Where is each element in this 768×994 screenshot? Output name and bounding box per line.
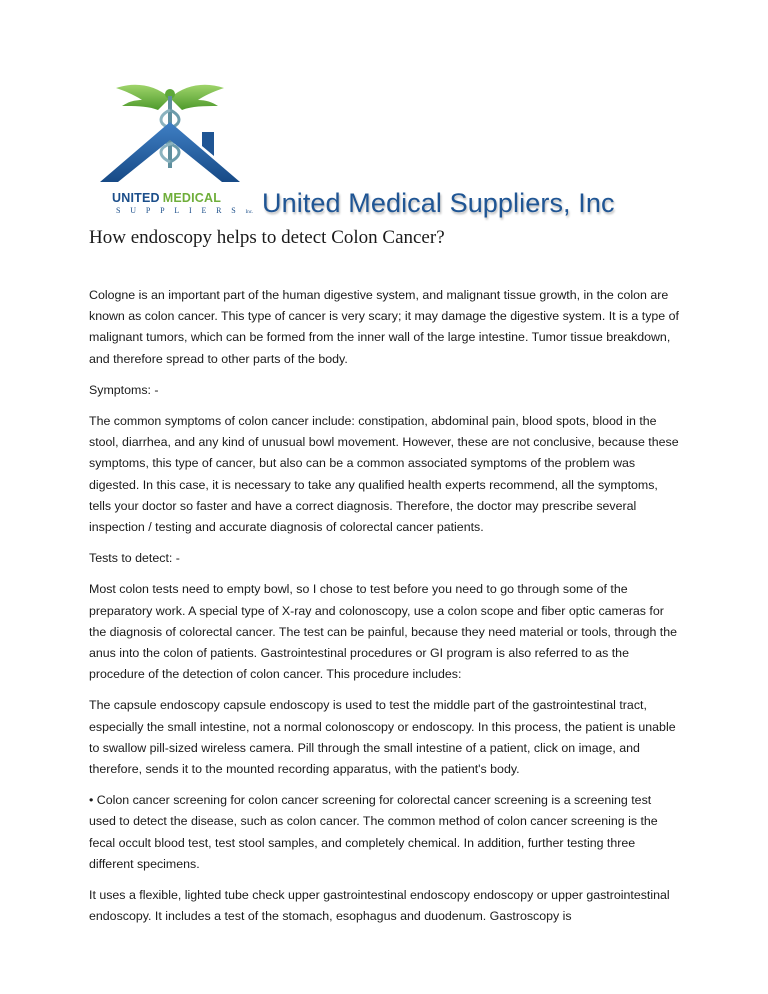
paragraph-upper-gi: It uses a flexible, lighted tube check upper gastrointestinal endoscopy endoscopy or upper gastrointestinal endoscopy. It includes a test of the stomach, esophagus and duodenum. Gastroscopy is	[89, 888, 670, 924]
company-name: United Medical Suppliers, Inc	[262, 188, 615, 218]
document-body	[89, 285, 679, 937]
paragraph-capsule-endoscopy: The capsule endoscopy capsule endoscopy is used to test the middle part of the gastrointestinal tract, especially the small intestine, not a normal colonoscopy or endoscopy. In this process, the patient is unable to swallow pill-sized wireless camera. Pill through the small intestine of a patient, click on image, and therefore, sends it to the mounted recording apparatus, with the patient's body.	[89, 698, 676, 777]
logo-suppliers-text: SUPPLIERS	[116, 206, 246, 215]
logo-word-united: UNITED	[112, 191, 160, 205]
document-title: How endoscopy helps to detect Colon Cancer?	[89, 227, 445, 248]
heading-symptoms: Symptoms: -	[89, 382, 159, 397]
letterhead	[90, 70, 690, 225]
logo-word-suppliers	[116, 206, 253, 215]
paragraph-tests: Most colon tests need to empty bowl, so I chose to test before you need to go through some of the preparatory work. A special type of X-ray and colonoscopy, use a colon scope and fiber optic cameras for the diagnosis of colorectal cancer. The test can be painful, because they need material or tools, through the anus into the colon of patients. Gastrointestinal procedures or GI program is also referred to as the procedure of the detection of colon cancer. This procedure includes:	[89, 582, 678, 682]
logo-word-medical: MEDICAL	[162, 191, 222, 205]
heading-tests: Tests to detect: -	[89, 551, 180, 566]
paragraph-symptoms: The common symptoms of colon cancer include: constipation, abdominal pain, blood spots, blood in the stool, diarrhea, and any kind of unusual bowl movement. However, these are not conclusive, because these symptoms, this type of cancer, but also can be a common associated symptoms of the problem was digested. In this case, it is necessary to take any qualified health experts recommend, all the symptoms, tells your doctor so faster and have a correct diagnosis. Therefore, the doctor may prescribe several inspection / testing and accurate diagnosis of colorectal cancer patients.	[89, 414, 679, 535]
logo-inc-text: Inc.	[245, 210, 254, 215]
paragraph-screening: • Colon cancer screening for colon cancer screening for colorectal cancer screening is a screening test used to detect the disease, such as colon cancer. The common method of colon cancer screening is the fecal occult blood test, test stool samples, and completely chemical. In addition, further testing three different specimens.	[89, 793, 658, 871]
paragraph-intro: Cologne is an important part of the human digestive system, and malignant tissue growth, in the colon are known as colon cancer. This type of cancer is very scary; it may damage the digestive system. It is a type of malignant tumors, which can be formed from the inner wall of the large intestine. Tumor tissue breakdown, and therefore spread to other parts of the body.	[89, 288, 679, 366]
logo-wordmark	[112, 191, 221, 205]
